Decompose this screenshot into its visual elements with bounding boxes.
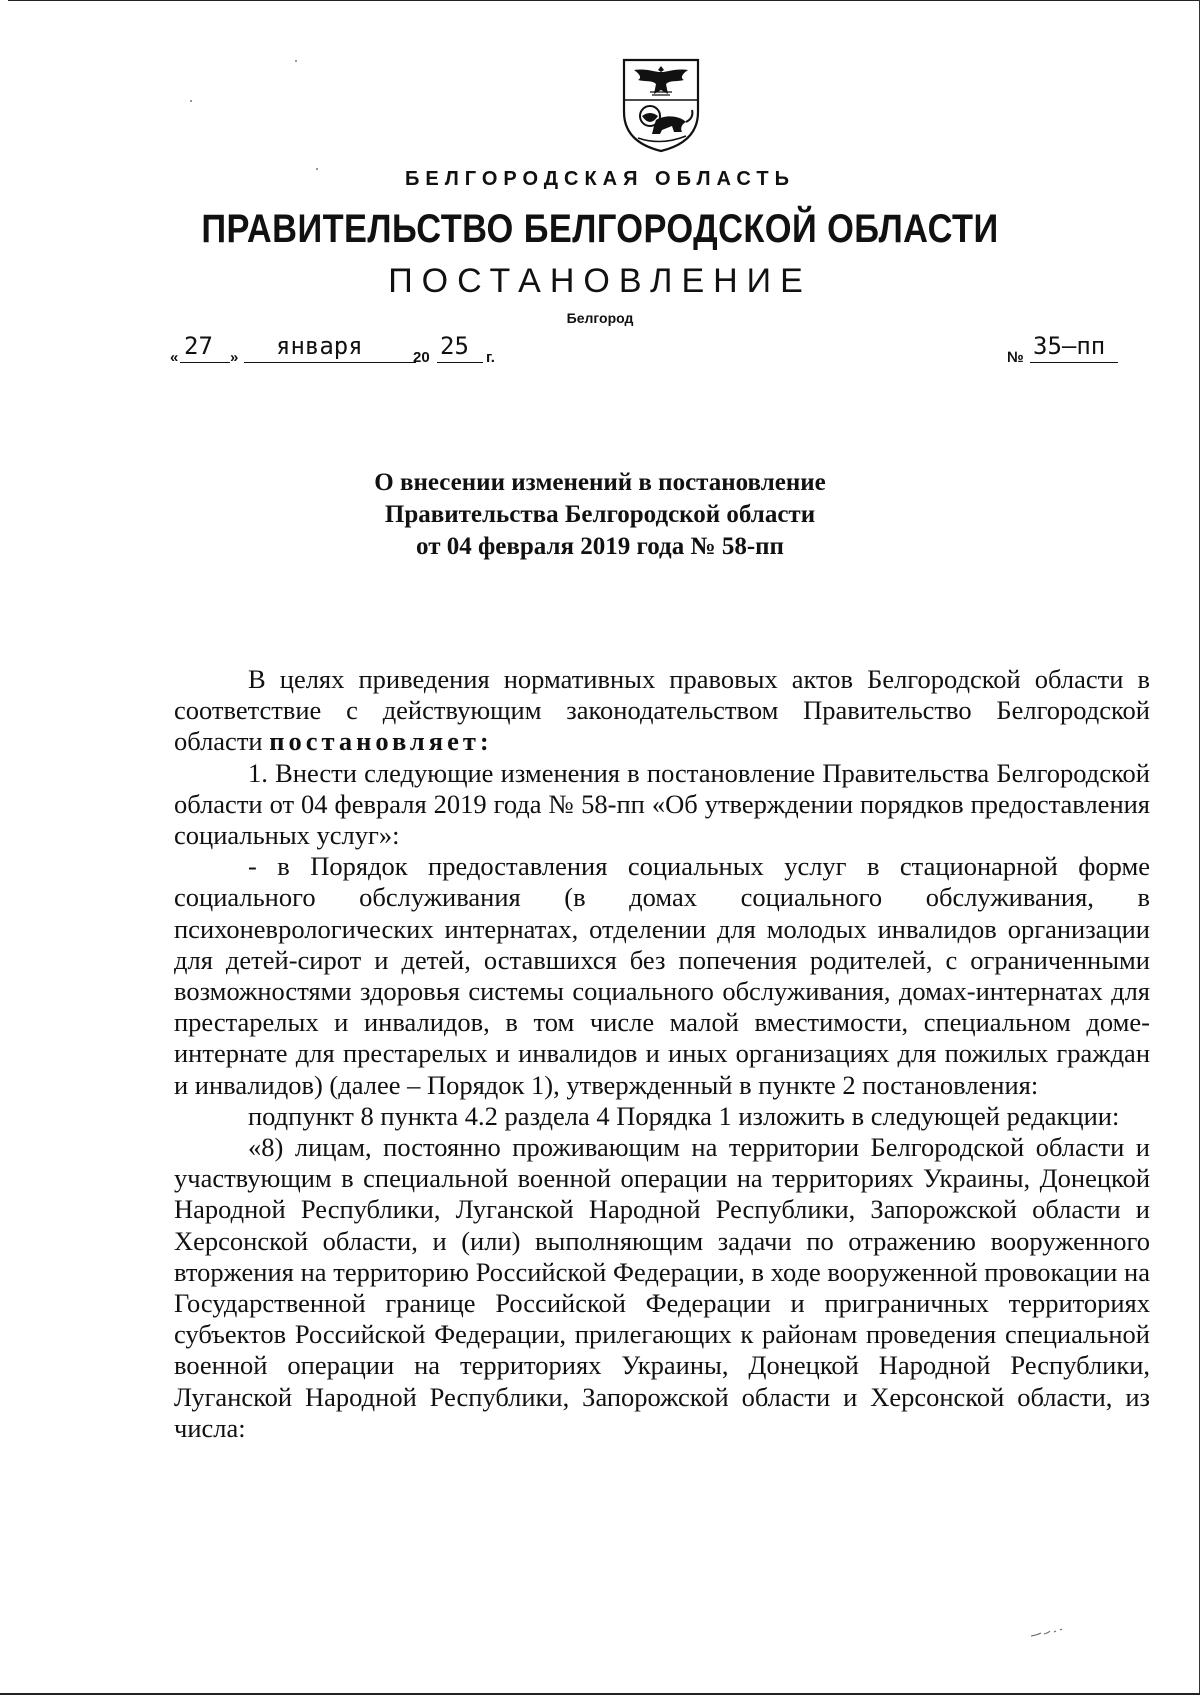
document-body [174,664,1150,1444]
title-line: от 04 февраля 2019 года № 58-пп [416,533,784,560]
date-year-prefix: 20 [413,349,430,366]
paragraph-new-wording: «8) лицам, постоянно проживающим на территории Белгородской области и участвующим в специальной военной операции на территориях Украины, Донецкой Народной Республики, Луганской Народной Республики, Запорожской области и Херсонской области, и (или) выполняющим задачи по отражению вооруженного вторжения на территорию Российской Федерации, в ходе вооруженной провокации на Государственной границе Российской Федерации и приграничных территориях субъектов Российской Федерации, прилегающих к районам проведения специальной военной операции на территориях Украины, Донецкой Народной Республики, Луганской Народной Республики, Запорожской области и Херсонской области, из числа: [174,1132,1150,1443]
number-underline [1030,362,1118,363]
date-year-suffix: 25 [440,332,469,360]
date-day: 27 [184,332,213,360]
date-close-quote: » [230,349,239,366]
number-label: № [1007,349,1024,366]
paragraph-amendment: - в Порядок предоставления социальных услуг в стационарной форме социального обслуживания (в домах социального обслуживания, в психоневрологических интернатах, отделении для молодых инвалидов организации для детей-сирот и детей, оставшихся без попечения родителей, с ограниченными возможностями здоровья системы социального обслуживания, домах-интернатах для престарелых и инвалидов, в том числе малой вместимости, специальном доме-интернате для престарелых и инвалидов и иных организациях для пожилых граждан и инвалидов) (далее – Порядок 1), утвержденный в пункте 2 постановления: [174,851,1150,1100]
document-type: ПОСТАНОВЛЕНИЕ [388,262,812,300]
document-number: 35–пп [1033,332,1106,360]
coat-of-arms-icon [616,54,706,154]
date-month: января [276,332,363,360]
scan-top-edge [8,0,1200,1]
year-underline [437,362,483,363]
document-title [0,467,1200,563]
month-underline [244,362,416,363]
pen-mark [1030,1628,1064,1638]
region-name: БЕЛГОРОДСКАЯ ОБЛАСТЬ [405,168,795,190]
paragraph-subitem: подпункт 8 пункта 4.2 раздела 4 Порядка 1 изложить в следующей редакции: [248,1100,1120,1131]
day-underline [180,362,230,363]
city-name: Белгород [566,310,634,326]
scan-speck [295,60,297,62]
title-line: Правительства Белгородской области [384,501,816,528]
preamble-text: В целях приведения нормативных правовых актов Белгородской области в соответствие с действующим законодательством Правительство Белгородской области [174,664,1150,757]
preamble-resolves: постановляет: [269,726,493,757]
paragraph-preamble [174,664,1150,758]
government-name: ПРАВИТЕЛЬСТВО БЕЛГОРОДСКОЙ ОБЛАСТИ [201,207,999,251]
dateline [0,332,1200,372]
date-open-quote: « [170,349,179,366]
title-line: О внесении изменений в постановление [374,469,826,496]
date-year-abbrev: г. [486,349,495,366]
paragraph-item-1: 1. Внести следующие изменения в постановление Правительства Белгородской области от 04 февраля 2019 года № 58-пп «Об утверждении порядков предоставления социальных услуг»: [174,757,1150,851]
scan-speck [190,100,192,102]
